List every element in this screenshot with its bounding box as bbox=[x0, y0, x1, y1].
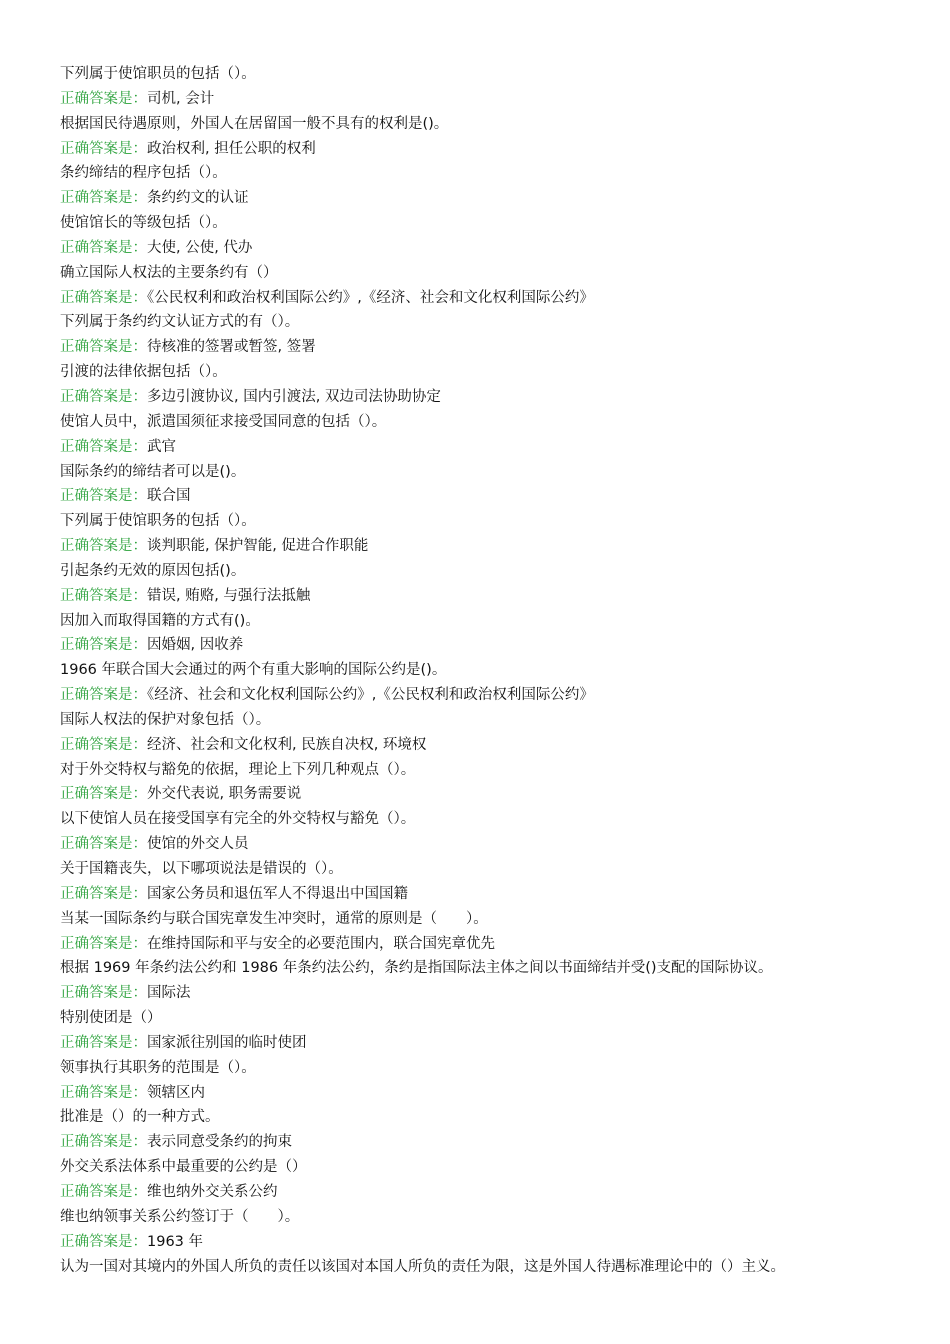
answer-line bbox=[60, 981, 920, 1006]
answer-label: 正确答案是： bbox=[60, 1183, 147, 1200]
answer-label: 正确答案是： bbox=[60, 239, 147, 256]
answer-label: 正确答案是： bbox=[60, 488, 147, 505]
question-text: 国际人权法的保护对象包括（）。 bbox=[60, 711, 271, 728]
question-text: 根据国民待遇原则，外国人在居留国一般不具有的权利是()。 bbox=[60, 115, 449, 132]
question-text: 使馆馆长的等级包括（）。 bbox=[60, 215, 227, 232]
answer-line bbox=[60, 683, 920, 708]
question-text: 外交关系法体系中最重要的公约是（） bbox=[60, 1159, 307, 1176]
answer-text: 经济、社会和文化权利, 民族自决权, 环境权 bbox=[147, 736, 427, 753]
question-text: 下列属于条约约文认证方式的有（）。 bbox=[60, 314, 300, 331]
answer-text: 外交代表说, 职务需要说 bbox=[147, 786, 302, 803]
question-text: 特别使团是（） bbox=[60, 1010, 162, 1027]
answer-line bbox=[60, 385, 920, 410]
question-text: 批准是（）的一种方式。 bbox=[60, 1109, 220, 1126]
answer-label: 正确答案是： bbox=[60, 885, 147, 902]
answer-label: 正确答案是： bbox=[60, 836, 147, 853]
answer-line bbox=[60, 236, 920, 261]
answer-line bbox=[60, 87, 920, 112]
answer-text: 使馆的外交人员 bbox=[147, 836, 249, 853]
question-text: 以下使馆人员在接受国享有完全的外交特权与豁免（）。 bbox=[60, 811, 416, 828]
answer-line bbox=[60, 1230, 920, 1255]
answer-label: 正确答案是： bbox=[60, 90, 147, 107]
answer-text: 国家派往别国的临时使团 bbox=[147, 1034, 307, 1051]
answer-line bbox=[60, 286, 920, 311]
answer-text: 《公民权利和政治权利国际公约》,《经济、社会和文化权利国际公约》 bbox=[147, 289, 594, 306]
question-text: 使馆人员中，派遣国须征求接受国同意的包括（）。 bbox=[60, 413, 387, 430]
answer-line bbox=[60, 782, 920, 807]
answer-text: 国家公务员和退伍军人不得退出中国国籍 bbox=[147, 885, 408, 902]
question-text: 当某一国际条约与联合国宪章发生冲突时，通常的原则是（ ）。 bbox=[60, 910, 488, 927]
answer-line bbox=[60, 186, 920, 211]
answer-label: 正确答案是： bbox=[60, 985, 147, 1002]
answer-label: 正确答案是： bbox=[60, 140, 147, 157]
answer-line bbox=[60, 335, 920, 360]
answer-label: 正确答案是： bbox=[60, 438, 147, 455]
answer-text: 条约约文的认证 bbox=[147, 190, 249, 207]
answer-text: 表示同意受条约的拘束 bbox=[147, 1134, 292, 1151]
answer-text: 1963 年 bbox=[147, 1233, 204, 1250]
answer-text: 领辖区内 bbox=[147, 1084, 205, 1101]
question-text: 国际条约的缔结者可以是()。 bbox=[60, 463, 246, 480]
answer-text: 多边引渡协议, 国内引渡法, 双边司法协助协定 bbox=[147, 388, 441, 405]
question-text: 引起条约无效的原因包括()。 bbox=[60, 562, 246, 579]
answer-line bbox=[60, 932, 920, 957]
question-text: 下列属于使馆职员的包括（）。 bbox=[60, 66, 256, 82]
answer-line bbox=[60, 1081, 920, 1106]
answer-label: 正确答案是： bbox=[60, 736, 147, 753]
answer-text: 维也纳外交关系公约 bbox=[147, 1183, 278, 1200]
answer-line bbox=[60, 633, 920, 658]
question-text: 关于国籍丧失，以下哪项说法是错误的（）。 bbox=[60, 861, 343, 877]
question-text: 确立国际人权法的主要条约有（） bbox=[60, 264, 278, 281]
answer-line bbox=[60, 584, 920, 609]
answer-line bbox=[60, 137, 920, 162]
question-text: 因加入而取得国籍的方式有()。 bbox=[60, 612, 260, 629]
answer-line bbox=[60, 1031, 920, 1056]
question-text: 条约缔结的程序包括（）。 bbox=[60, 165, 227, 182]
answer-text: 联合国 bbox=[147, 488, 191, 505]
answer-label: 正确答案是： bbox=[60, 1084, 147, 1101]
answer-text: 政治权利, 担任公职的权利 bbox=[147, 140, 316, 157]
answer-label: 正确答案是： bbox=[60, 289, 147, 306]
answer-label: 正确答案是： bbox=[60, 190, 147, 207]
answer-text: 司机, 会计 bbox=[147, 90, 215, 107]
question-text: 根据 1969 年条约法公约和 1986 年条约法公约，条约是指国际法主体之间以书面缔结并受()支配的国际协议。 bbox=[60, 960, 773, 977]
answer-text: 谈判职能, 保护智能, 促进合作职能 bbox=[147, 538, 369, 555]
answer-label: 正确答案是： bbox=[60, 538, 147, 555]
answer-label: 正确答案是： bbox=[60, 1233, 147, 1250]
answer-label: 正确答案是： bbox=[60, 1134, 147, 1151]
answer-label: 正确答案是： bbox=[60, 637, 147, 654]
answer-line bbox=[60, 882, 920, 907]
answer-text: 因婚姻, 因收养 bbox=[147, 637, 244, 654]
answer-line bbox=[60, 733, 920, 758]
answer-label: 正确答案是： bbox=[60, 587, 147, 604]
question-text: 1966 年联合国大会通过的两个有重大影响的国际公约是()。 bbox=[60, 662, 447, 679]
answer-text: 待核准的签署或暂签, 签署 bbox=[147, 339, 316, 356]
answer-text: 《经济、社会和文化权利国际公约》,《公民权利和政治权利国际公约》 bbox=[147, 687, 594, 704]
answer-label: 正确答案是： bbox=[60, 935, 147, 952]
question-text: 维也纳领事关系公约签订于（ ）。 bbox=[60, 1208, 300, 1225]
question-text: 下列属于使馆职务的包括（）。 bbox=[60, 513, 256, 530]
answer-text: 武官 bbox=[147, 438, 176, 455]
answer-text: 大使, 公使, 代办 bbox=[147, 239, 253, 256]
answer-text: 国际法 bbox=[147, 985, 191, 1002]
answer-line bbox=[60, 1130, 920, 1155]
answer-label: 正确答案是： bbox=[60, 339, 147, 356]
answer-label: 正确答案是： bbox=[60, 388, 147, 405]
answer-text: 在维持国际和平与安全的必要范围内，联合国宪章优先 bbox=[147, 935, 495, 952]
answer-line bbox=[60, 534, 920, 559]
answer-line bbox=[60, 484, 920, 509]
answer-label: 正确答案是： bbox=[60, 687, 147, 704]
answer-label: 正确答案是： bbox=[60, 786, 147, 803]
question-text: 对于外交特权与豁免的依据，理论上下列几种观点（）。 bbox=[60, 761, 416, 778]
question-text: 领事执行其职务的范围是（）。 bbox=[60, 1059, 256, 1076]
question-text: 引渡的法律依据包括（）。 bbox=[60, 364, 227, 381]
answer-line bbox=[60, 832, 920, 857]
answer-label: 正确答案是： bbox=[60, 1034, 147, 1051]
qa-list bbox=[60, 62, 920, 1279]
answer-text: 错误, 贿赂, 与强行法抵触 bbox=[147, 587, 311, 604]
question-text: 认为一国对其境内的外国人所负的责任以该国对本国人所负的责任为限，这是外国人待遇标准理论中的（）主义。 bbox=[60, 1258, 785, 1275]
answer-line bbox=[60, 1180, 920, 1205]
answer-line bbox=[60, 435, 920, 460]
